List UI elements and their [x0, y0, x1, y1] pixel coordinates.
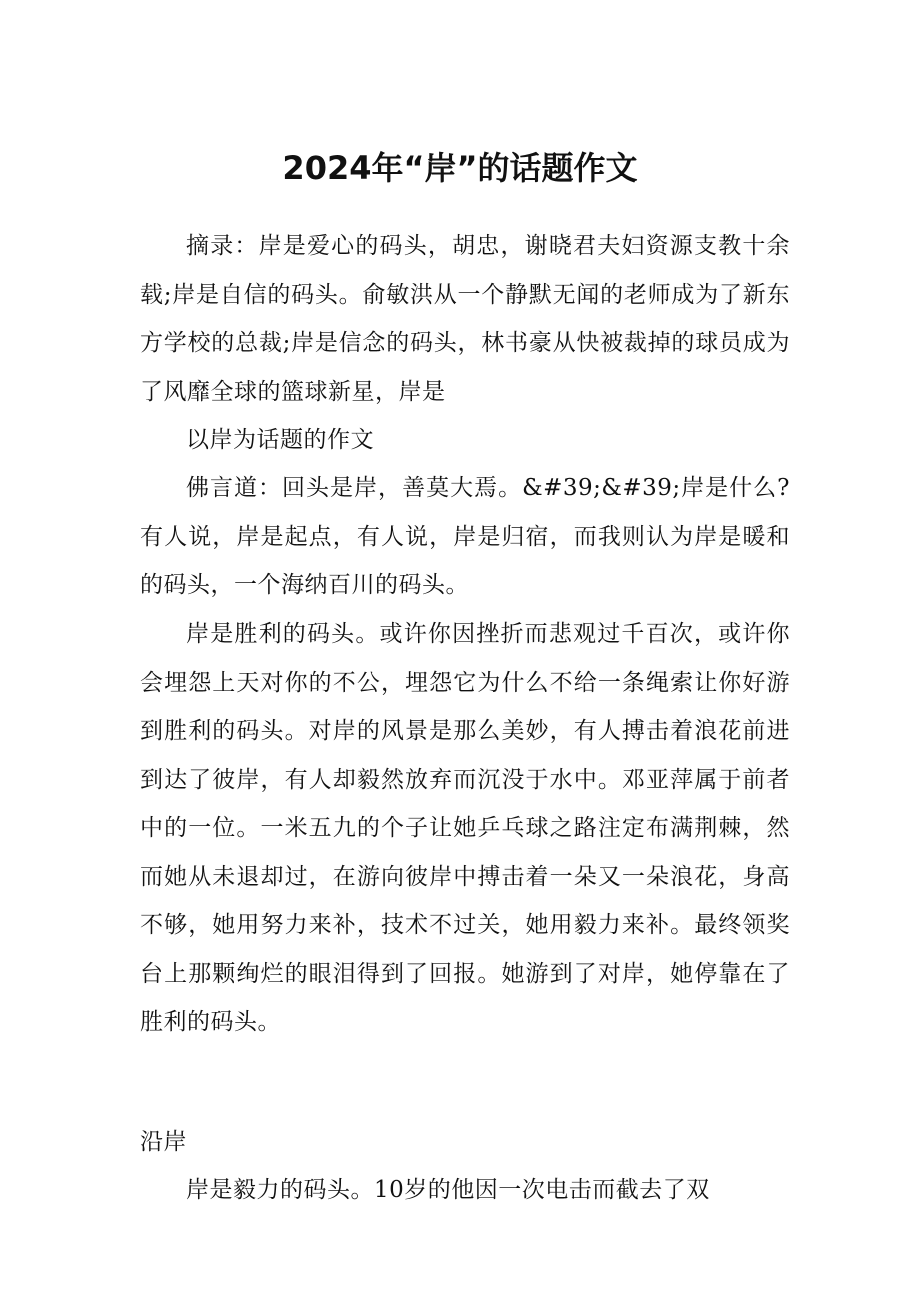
- perseverance-paragraph: 岸是毅力的码头。10岁的他因一次电击而截去了双: [186, 1177, 710, 1203]
- document-title: 2024年“岸”的话题作文: [282, 149, 638, 187]
- buddha-paragraph: 佛言道：回头是岸，善莫大焉。&#39;&#39;岸是什么?有人说，岸是起点，有人说，岸是归宿，而我则认为岸是暖和的码头，一个海纳百川的码头。: [140, 475, 790, 598]
- abstract-paragraph: 摘录：岸是爱心的码头，胡忠，谢晓君夫妇资源支教十余载;岸是自信的码头。俞敏洪从一个静默无闻的老师成为了新东方学校的总裁;岸是信念的码头，林书豪从快被裁掉的球员成为了风靡全球的篮球新星，岸是: [140, 233, 790, 405]
- victory-paragraph: 岸是胜利的码头。或许你因挫折而悲观过千百次，或许你会埋怨上天对你的不公，埋怨它为什么不给一条绳索让你好游到胜利的码头。对岸的风景是那么美妙，有人搏击着浪花前进到达了彼岸，有人却毅然放弃而沉没于水中。邓亚萍属于前者中的一位。一米五九的个子让她乒乓球之路注定布满荆棘，然而她从未退却过，在游向彼岸中搏击着一朵又一朵浪花，身高不够，她用努力来补，技术不过关，她用毅力来补。最终领奖台上那颗绚烂的眼泪得到了回报。她游到了对岸，她停靠在了胜利的码头。: [140, 621, 790, 1035]
- section-heading: 沿岸: [140, 1129, 187, 1155]
- subtitle-paragraph: 以岸为话题的作文: [186, 427, 374, 453]
